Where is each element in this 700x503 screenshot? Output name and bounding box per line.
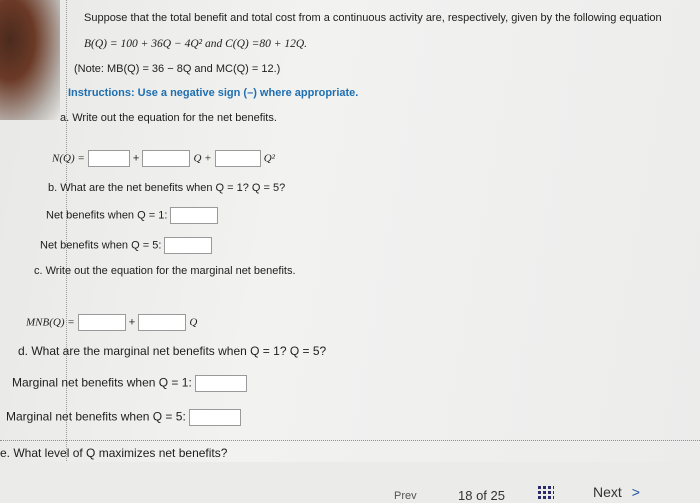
marginal-net-benefits-q5-input[interactable] <box>189 409 241 426</box>
q2-coefficient-input[interactable] <box>215 150 261 167</box>
net-benefits-q5-label: Net benefits when Q = 5: <box>40 239 162 252</box>
problem-note: (Note: MB(Q) = 36 − 8Q and MC(Q) = 12.) <box>74 63 281 75</box>
marginal-net-benefits-q1-input[interactable] <box>195 375 247 392</box>
problem-equations: B(Q) = 100 + 36Q − 4Q² and C(Q) =80 + 12Q. <box>84 38 308 50</box>
part-d-prompt: d. What are the marginal net benefits when Q = 1? Q = 5? <box>18 344 327 358</box>
part-e-prompt: e. What level of Q maximizes net benefits? <box>0 446 228 460</box>
mnb-constant-input[interactable] <box>78 314 126 331</box>
net-benefits-q1-input[interactable] <box>170 207 218 224</box>
q-coefficient-input[interactable] <box>142 150 190 167</box>
net-benefits-q1-label: Net benefits when Q = 1: <box>46 209 168 222</box>
next-button[interactable] <box>593 484 640 500</box>
plus-sign: + <box>132 152 140 165</box>
chevron-right-icon: > <box>631 484 640 500</box>
net-benefit-equation-row <box>52 150 275 167</box>
section-divider <box>0 440 700 441</box>
q-term-label: Q + <box>193 152 212 165</box>
net-benefits-q1-row <box>46 207 218 224</box>
mnb-lhs: MNB(Q) = <box>26 316 75 329</box>
mnb-q-coefficient-input[interactable] <box>138 314 186 331</box>
part-c-prompt: c. Write out the equation for the marginal net benefits. <box>34 265 296 277</box>
net-benefits-q5-row <box>40 237 212 254</box>
part-a-prompt: a. Write out the equation for the net benefits. <box>60 112 277 124</box>
net-benefits-q5-input[interactable] <box>164 237 212 254</box>
marginal-net-benefits-q5-row <box>6 409 241 426</box>
marginal-net-benefits-q1-row <box>12 375 247 392</box>
marginal-net-benefit-equation-row <box>26 314 197 331</box>
marginal-net-benefits-q1-label: Marginal net benefits when Q = 1: <box>12 375 192 390</box>
mnb-plus-sign: + <box>128 316 136 329</box>
next-label: Next <box>593 484 622 500</box>
marginal-net-benefits-q5-label: Marginal net benefits when Q = 5: <box>6 409 186 424</box>
net-benefit-lhs: N(Q) = <box>52 152 85 165</box>
prev-button[interactable]: Prev <box>394 490 417 502</box>
photo-edge <box>0 0 60 120</box>
mnb-q-term-label: Q <box>189 316 198 329</box>
grid-icon[interactable] <box>538 485 554 499</box>
part-b-prompt: b. What are the net benefits when Q = 1? Q = 5? <box>48 182 286 194</box>
q2-term-label: Q² <box>263 152 275 165</box>
margin-line <box>66 0 67 463</box>
problem-intro: Suppose that the total benefit and total cost from a continuous activity are, respectively, given by the following equation <box>84 12 662 24</box>
constant-input[interactable] <box>88 150 130 167</box>
page-indicator: 18 of 25 <box>458 488 505 503</box>
instructions: Instructions: Use a negative sign (–) where appropriate. <box>68 87 359 99</box>
